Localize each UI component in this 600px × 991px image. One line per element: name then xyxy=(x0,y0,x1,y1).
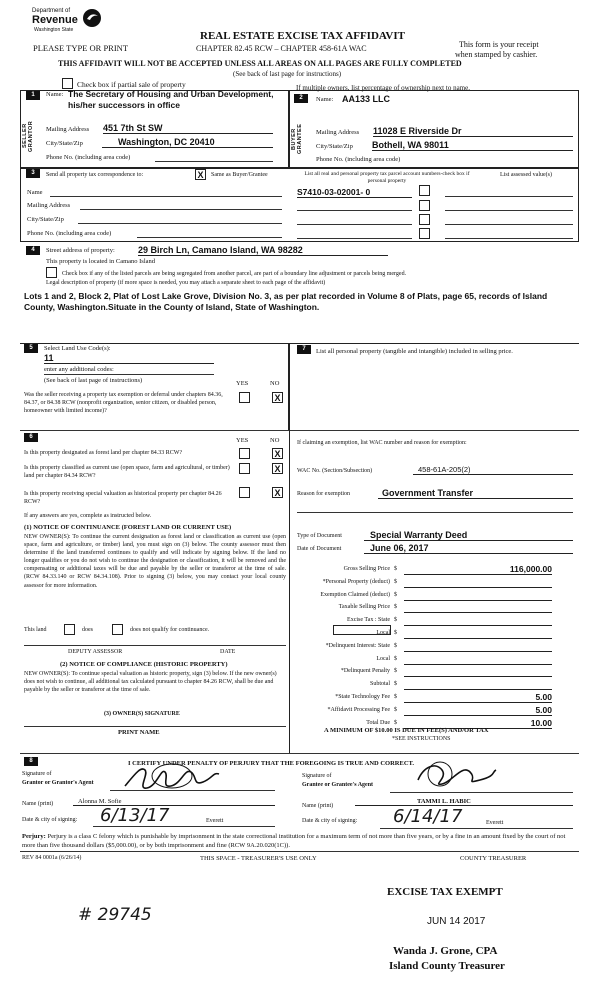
land-use-label: Select Land Use Code(s): xyxy=(44,345,111,352)
street-address-label: Street address of property: xyxy=(46,247,115,254)
excise-tax-exempt-stamp: EXCISE TAX EXEMPT xyxy=(387,886,503,898)
street-address[interactable]: 29 Birch Ln, Camano Island, WA 98282 xyxy=(138,245,388,256)
historic-yes-checkbox[interactable] xyxy=(239,487,250,498)
parcel-list-label: List all real and personal property tax parcel account numbers-check box if personal property xyxy=(304,171,470,184)
personal-property-checkbox-2[interactable] xyxy=(419,200,430,211)
partial-sale-checkbox[interactable] xyxy=(62,78,73,89)
total-row-value[interactable] xyxy=(404,590,552,601)
compliance-text: NEW OWNER(S): To continue special valuation as historic property, sign (3) below. If the new owner(s) does not wish to continue, all additional tax calculated pursuant to chapter 84.26 RCW, shall be due and payable by the seller or transferor at the time of sale. xyxy=(24,671,277,693)
grantee-phone-label: Phone No. (including area code) xyxy=(316,156,401,163)
grantor-date-label: Date & city of signing: xyxy=(22,817,78,823)
exemption-question: Was the seller receiving a property tax exemption or deferral under chapters 84.36, 84.37, or 84.38 RCW (nonprofit organization, senior citizen, or disabled person, homeowner with limited income)? xyxy=(24,392,223,414)
grantor-name-label: Name: xyxy=(46,91,64,98)
exemption-yes-checkbox[interactable] xyxy=(239,392,250,403)
grantee-print-name[interactable]: TAMMI L. HABIC xyxy=(355,798,573,806)
section6-no: NO xyxy=(270,437,280,444)
any-yes-note: If any answers are yes, complete as instructed below. xyxy=(24,513,152,519)
grantor-mailing[interactable]: 451 7th St SW xyxy=(103,123,273,134)
this-land-label: This land xyxy=(24,627,47,633)
minimum-note: A MINIMUM OF $10.00 IS DUE IN FEE(S) AND/OR TAX xyxy=(324,727,489,734)
currency-symbol: $ xyxy=(394,681,397,687)
seller-grantor-label: SELLER GRANTOR xyxy=(22,120,34,152)
doc-date-label: Date of Document xyxy=(297,546,342,552)
stamp-office: Island County Treasurer xyxy=(389,960,505,972)
doc-date[interactable]: June 06, 2017 xyxy=(364,543,573,554)
exemption-claim-label: If claiming an exemption, list WAC number and reason for exemption: xyxy=(297,440,467,446)
does-not-label: does not qualify for continuance. xyxy=(130,627,210,633)
same-as-grantee-label: Same as Buyer/Grantee xyxy=(211,172,268,178)
total-row-value[interactable] xyxy=(404,679,552,690)
segregated-label: Check box if any of the listed parcels are being segregated from another parcel, are part of a boundary line adjustment or parcels being merged. xyxy=(62,271,407,277)
section-3-badge: 3 xyxy=(26,169,40,178)
personal-property-checkbox-3[interactable] xyxy=(419,214,430,225)
section-6-badge: 6 xyxy=(24,433,38,442)
corr-phone-label: Phone No. (including area code) xyxy=(27,230,112,237)
chapters: CHAPTER 82.45 RCW – CHAPTER 458-61A WAC xyxy=(196,44,367,53)
continuance-title: (1) NOTICE OF CONTINUANCE (FOREST LAND OR CURRENT USE) xyxy=(24,524,232,531)
total-row-value[interactable] xyxy=(404,615,552,626)
total-row-label: *Delinquent Interest: State xyxy=(325,643,390,649)
grantee-sign-date[interactable]: 6/14/17 xyxy=(393,806,463,827)
section-2-badge: 2 xyxy=(294,94,308,103)
logo-dept: Department of xyxy=(32,8,71,14)
grantee-mailing[interactable]: 11028 E Riverside Dr xyxy=(373,126,573,137)
total-row-value[interactable] xyxy=(404,666,552,677)
total-row-label: *Delinquent Penalty xyxy=(340,668,390,674)
currency-symbol: $ xyxy=(394,694,397,700)
grantee-signature[interactable] xyxy=(412,758,502,792)
current-use-question: Is this property classified as current use (open space, farm and agricultural, or timber) land per chapter 84.34 RCW? xyxy=(24,465,230,479)
land-use-code[interactable]: 11 xyxy=(44,353,214,364)
grantee-city-label: City/State/Zip xyxy=(316,143,353,150)
total-row-label: *State Technology Fee xyxy=(335,694,390,700)
does-not-qualify-checkbox[interactable] xyxy=(112,624,123,635)
assessed-value-label: List assessed value(s) xyxy=(500,172,552,178)
segregated-checkbox[interactable] xyxy=(46,267,57,278)
section6-yes: YES xyxy=(236,437,249,444)
legal-description[interactable]: Lots 1 and 2, Block 2, Plat of Lost Lake Grove, Division No. 3, as per plat recorded in Volume 8 of Plats, page 65, records of Island County, Washington.Situate in the County of Island, State of Washington. xyxy=(24,291,548,312)
section-8-badge: 8 xyxy=(24,757,38,766)
land-use-see-back: (See back of last page of instructions) xyxy=(44,377,143,384)
total-row-value[interactable]: 5.00 xyxy=(404,692,552,703)
please-type: PLEASE TYPE OR PRINT xyxy=(33,43,129,53)
grantor-city-label: City/State/Zip xyxy=(46,140,83,147)
revenue-logo xyxy=(30,8,105,38)
grantee-city[interactable]: Bothell, WA 98011 xyxy=(372,140,573,151)
stamp-name: Wanda J. Grone, CPA xyxy=(393,945,498,957)
exemption-reason-label: Reason for exemption xyxy=(297,491,350,497)
perjury-title: Perjury: xyxy=(22,833,46,840)
revenue-seal-icon xyxy=(82,8,102,28)
total-row-value[interactable] xyxy=(404,628,552,639)
total-row-label: Excise Tax : State xyxy=(347,617,390,623)
currency-symbol: $ xyxy=(394,668,397,674)
total-row-label: Taxable Selling Price xyxy=(338,604,390,610)
total-row-value[interactable]: 5.00 xyxy=(404,705,552,716)
grantor-sig-label: Signature of xyxy=(22,771,52,777)
currency-symbol: $ xyxy=(394,707,397,713)
grantor-sign-city: Everett xyxy=(206,818,224,824)
currency-symbol: $ xyxy=(394,643,397,649)
form-revision: REV 84 0001a (6/26/14) xyxy=(22,855,82,861)
currency-symbol: $ xyxy=(394,720,397,726)
section-1-badge: 1 xyxy=(26,91,40,100)
legal-description-label: Legal description of property (if more space is needed, you may attach a separate sheet to each page of the affidavit) xyxy=(46,280,326,286)
perjury-statement xyxy=(22,832,577,850)
grantee-name-label: Name: xyxy=(316,96,334,103)
total-row-label: Local xyxy=(376,630,390,636)
total-row-value[interactable] xyxy=(404,641,552,652)
grantor-mailing-label: Mailing Address xyxy=(46,126,90,133)
total-row-label: *Personal Property (deduct) xyxy=(322,579,390,585)
total-row-label: Gross Selling Price xyxy=(343,566,390,572)
multiple-owners: If multiple owners, list percentage of ownership next to name. xyxy=(296,84,470,92)
owner-signature-label: (3) OWNER(S) SIGNATURE xyxy=(104,711,180,717)
total-row-value[interactable] xyxy=(404,654,552,665)
personal-property-section xyxy=(289,343,579,431)
historic-question: Is this property receiving special valuation as historical property per chapter 84.26 RCW? xyxy=(24,491,222,505)
total-row-label: Total Due xyxy=(366,720,390,726)
logo-revenue: Revenue xyxy=(32,14,78,26)
grantee-mailing-label: Mailing Address xyxy=(316,129,360,136)
county-treasurer: COUNTY TREASURER xyxy=(460,855,527,862)
section-5-badge: 5 xyxy=(24,344,38,353)
corr-city-label: City/State/Zip xyxy=(27,216,64,223)
see-instructions: *SEE INSTRUCTIONS xyxy=(392,736,451,742)
receipt-line2: when stamped by cashier. xyxy=(455,50,538,59)
current-use-no-checkbox[interactable]: X xyxy=(272,463,283,474)
wac-label: WAC No. (Section/Subsection) xyxy=(297,468,373,474)
grantee-sig-label: Signature of xyxy=(302,773,332,779)
forest-no-checkbox[interactable]: X xyxy=(272,448,283,459)
same-as-grantee-checkbox[interactable]: X xyxy=(195,169,206,180)
grantor-phone-label: Phone No. (including area code) xyxy=(46,154,131,161)
total-row-value[interactable]: 116,000.00 xyxy=(404,564,552,575)
handwritten-number: # 29745 xyxy=(78,905,152,925)
logo-state: Washington State xyxy=(34,27,74,33)
currency-symbol: $ xyxy=(394,656,397,662)
see-back: (See back of last page for instructions) xyxy=(233,70,342,78)
currency-symbol: $ xyxy=(394,566,397,572)
send-correspondence-label: Send all property tax correspondence to: xyxy=(46,172,144,178)
grantor-sign-date[interactable]: 6/13/17 xyxy=(100,805,170,826)
print-name-label: PRINT NAME xyxy=(118,729,160,736)
certify-statement: I CERTIFY UNDER PENALTY OF PERJURY THAT THE FOREGOING IS TRUE AND CORRECT. xyxy=(128,760,415,767)
forest-yes-checkbox[interactable] xyxy=(239,448,250,459)
grantor-city[interactable]: Washington, DC 20410 xyxy=(102,137,273,148)
total-row-value[interactable]: 10.00 xyxy=(404,718,552,729)
exemption-no-checkbox[interactable]: X xyxy=(272,392,283,403)
doc-type[interactable]: Special Warranty Deed xyxy=(364,530,573,541)
corr-name-label: Name xyxy=(27,189,43,196)
current-use-yes-checkbox[interactable] xyxy=(239,463,250,474)
grantor-agent-label: Grantor or Grantor's Agent xyxy=(22,780,94,786)
doc-type-label: Type of Document xyxy=(297,533,342,539)
section-4-badge: 4 xyxy=(26,246,40,255)
compliance-title: (2) NOTICE OF COMPLIANCE (HISTORIC PROPERTY) xyxy=(60,661,228,668)
corr-mailing-label: Mailing Address xyxy=(27,202,71,209)
forest-land-question: Is this property designated as forest land per chapter 84.33 RCW? xyxy=(24,450,183,456)
buyer-grantee-label: BUYER GRANTEE xyxy=(291,123,303,155)
personal-property-checkbox-4[interactable] xyxy=(419,228,430,239)
personal-property-checkbox-1[interactable] xyxy=(419,185,430,196)
currency-symbol: $ xyxy=(394,579,397,585)
grantor-name-print-label: Name (print) xyxy=(22,801,54,807)
personal-property-label: List all personal property (tangible and intangible) included in selling price. xyxy=(316,348,513,355)
total-row-value[interactable] xyxy=(404,602,552,613)
grantee-name-print-label: Name (print) xyxy=(302,803,334,809)
stamp-date: JUN 14 2017 xyxy=(427,916,486,927)
located-in: This property is located in Camano Island xyxy=(46,258,156,265)
total-row-label: Exemption Claimed (deduct) xyxy=(320,592,390,598)
local-code-box xyxy=(333,625,391,635)
wac-number[interactable]: 458-61A-205(2) xyxy=(413,465,573,475)
grantee-sign-city: Everett xyxy=(486,820,504,826)
currency-symbol: $ xyxy=(394,604,397,610)
section5-no: NO xyxy=(270,380,280,387)
grantee-name[interactable]: AA133 LLC xyxy=(342,94,391,104)
grantee-date-label: Date & city of signing: xyxy=(302,818,358,824)
form-title: REAL ESTATE EXCISE TAX AFFIDAVIT xyxy=(200,30,405,42)
perjury-text: Perjury is a class C felony which is punishable by imprisonment in the state correctional institution for a maximum term of not more than five years, or by a fine in an amount fixed by the court of not more than five thousand dollars ($5,000.00), or by both imprisonment and fine (RCW 9A.20.020(1C)). xyxy=(22,833,566,849)
partial-sale-label: Check box if partial sale of property xyxy=(77,80,186,89)
warning: THIS AFFIDAVIT WILL NOT BE ACCEPTED UNLESS ALL AREAS ON ALL PAGES ARE FULLY COMPLETED xyxy=(58,59,462,68)
section5-yes: YES xyxy=(236,380,249,387)
assessor-date-label: DATE xyxy=(220,649,236,655)
deputy-assessor-label: DEPUTY ASSESSOR xyxy=(68,649,123,655)
section-7-badge: 7 xyxy=(297,345,311,354)
additional-codes-label: enter any additional codes: xyxy=(44,366,114,373)
currency-symbol: $ xyxy=(394,592,397,598)
currency-symbol: $ xyxy=(394,630,397,636)
exemption-reason[interactable]: Government Transfer xyxy=(378,488,573,499)
total-row-value[interactable] xyxy=(404,577,552,588)
currency-symbol: $ xyxy=(394,617,397,623)
grantor-name[interactable]: The Secretary of Housing and Urban Development, his/her successors in office xyxy=(68,89,274,110)
continuance-text: NEW OWNER(S): To continue the current designation as forest land or classification as current use (open space, farm and agriculture, or timber) land, you must sign on (3) below. The county assessor must then determine if the land transferred continues to qualify and will indicate by signing below. If the land no longer qualifies or you do not wish to continue the designation or classification, it will be removed and the compensating or additional taxes will be due and payable by the seller or transferor at the time of sale. (RCW 84.33.140 or RCW 84.34.108). Prior to signing (3) below, you may contact your local county assessor for more information. xyxy=(24,534,286,589)
grantee-agent-label: Grantee or Grantee's Agent xyxy=(302,782,374,788)
total-row-label: *Affidavit Processing Fee xyxy=(327,707,390,713)
total-row-label: Local xyxy=(376,656,390,662)
does-qualify-checkbox[interactable] xyxy=(64,624,75,635)
parcel-number[interactable]: S7410-03-02001- 0 xyxy=(297,187,412,198)
receipt-line1: This form is your receipt xyxy=(459,40,539,49)
does-label: does xyxy=(82,627,93,633)
total-row-label: Subtotal xyxy=(369,681,390,687)
treasurer-use-only: THIS SPACE - TREASURER'S USE ONLY xyxy=(200,855,317,862)
historic-no-checkbox[interactable]: X xyxy=(272,487,283,498)
grantor-print-name[interactable]: Alonna M. Sofie xyxy=(73,798,275,806)
